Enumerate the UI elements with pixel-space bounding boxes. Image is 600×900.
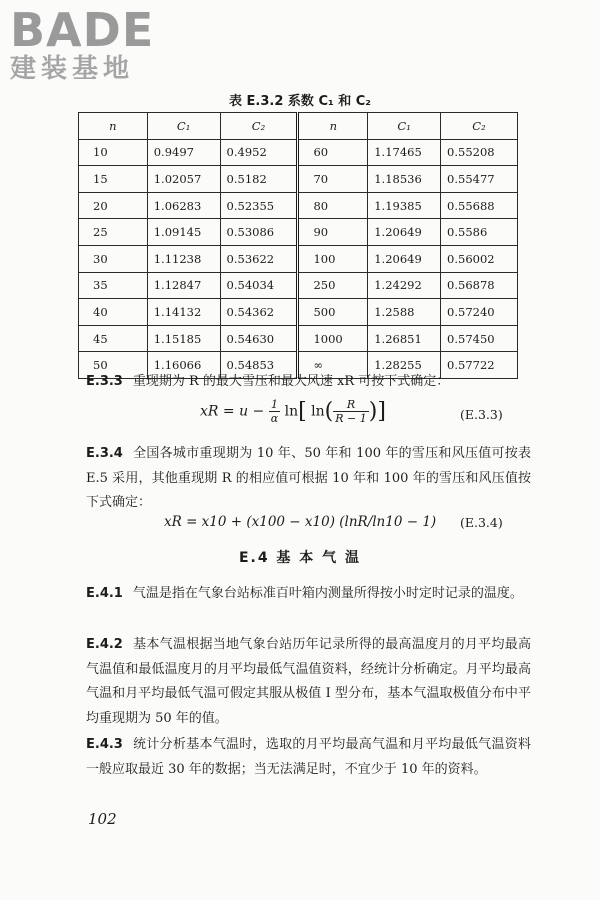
cell-n-right: 500 xyxy=(298,299,368,326)
cell-c1-right: 1.20649 xyxy=(368,219,441,246)
fraction-r-over-r-minus-1: $\frac{R}{R - 1}$ xyxy=(335,398,367,425)
header-n-right: n xyxy=(298,113,368,140)
cell-c1-left: 1.14132 xyxy=(147,299,220,326)
table-row xyxy=(79,192,518,219)
clause-number: E.4.1 xyxy=(86,586,123,601)
cell-c2-right: 0.5586 xyxy=(441,219,518,246)
table-body xyxy=(79,139,518,378)
clause-text: 基本气温根据当地气象台站历年记录所得的最高温度月的月平均最高气温值和最低温度月的月平均最低气温值资料，经统计分析确定。月平均最高气温和月平均最低气温可假定其服从极值 I 型分布，基本气温取极值分布中平均重现期为 50 年的值。 xyxy=(86,637,531,726)
cell-n-right: 100 xyxy=(298,245,368,272)
clause-number: E.4.3 xyxy=(86,737,123,752)
clause-number: E.4.2 xyxy=(86,637,123,652)
ln-inner: ln xyxy=(311,403,325,420)
cell-n-right: 70 xyxy=(298,166,368,193)
cell-c1-left: 1.09145 xyxy=(147,219,220,246)
cell-n-left: 25 xyxy=(79,219,148,246)
equation-number-e34: (E.3.4) xyxy=(460,515,503,530)
cell-c2-left: 0.54034 xyxy=(220,272,298,299)
header-c1-right: C₁ xyxy=(368,113,441,140)
table-row xyxy=(79,325,518,352)
cell-c1-left: 1.16066 xyxy=(147,352,220,379)
clause-text: 全国各城市重现期为 10 年、50 年和 100 年的雪压和风压值可按表 E.5 采用，其他重现期 R 的相应值可根据 10 年和 100 年的雪压和风压值按下式确定： xyxy=(86,446,531,510)
formula-e34: xR = x10 + (x100 − x10) (lnR/ln10 − 1) xyxy=(164,514,437,530)
cell-c2-left: 0.54853 xyxy=(220,352,298,379)
cell-c1-left: 1.11238 xyxy=(147,245,220,272)
cell-c1-right: 1.24292 xyxy=(368,272,441,299)
cell-c2-right: 0.57450 xyxy=(441,325,518,352)
cell-n-left: 30 xyxy=(79,245,148,272)
cell-c2-left: 0.4952 xyxy=(220,139,298,166)
cell-n-left: 35 xyxy=(79,272,148,299)
cell-c1-right: 1.20649 xyxy=(368,245,441,272)
cell-n-left: 10 xyxy=(79,139,148,166)
cell-n-right: ∞ xyxy=(298,352,368,379)
formula-lhs: xR = u − xyxy=(200,403,265,420)
cell-n-right: 60 xyxy=(298,139,368,166)
cell-n-right: 1000 xyxy=(298,325,368,352)
cell-c1-right: 1.17465 xyxy=(368,139,441,166)
clause-e42 xyxy=(86,633,531,731)
cell-c2-right: 0.57240 xyxy=(441,299,518,326)
cell-c1-right: 1.2588 xyxy=(368,299,441,326)
clause-e43 xyxy=(86,733,531,782)
cell-c2-left: 0.53622 xyxy=(220,245,298,272)
cell-c1-left: 0.9497 xyxy=(147,139,220,166)
cell-n-left: 50 xyxy=(79,352,148,379)
cell-c2-left: 0.52355 xyxy=(220,192,298,219)
cell-c2-left: 0.54630 xyxy=(220,325,298,352)
ln-outer: ln xyxy=(284,403,299,420)
clause-number: E.3.3 xyxy=(86,374,123,389)
cell-n-right: 250 xyxy=(298,272,368,299)
cell-n-left: 45 xyxy=(79,325,148,352)
table-row xyxy=(79,139,518,166)
clause-e34 xyxy=(86,442,531,516)
cell-c2-right: 0.55208 xyxy=(441,139,518,166)
clause-text: 气温是指在气象台站标准百叶箱内测量所得按小时定时记录的温度。 xyxy=(132,586,523,601)
cell-c1-right: 1.26851 xyxy=(368,325,441,352)
watermark-cn: 建装基地 xyxy=(10,54,135,84)
cell-c1-left: 1.02057 xyxy=(147,166,220,193)
cell-c2-right: 0.55688 xyxy=(441,192,518,219)
table-header-row xyxy=(79,113,518,140)
clause-e41 xyxy=(86,582,531,607)
formula-e33: xR = u − $\frac{1}{\alpha}$ ln[ ln( $\frac{R}{R - 1}$ )] xyxy=(200,398,386,425)
table-title: 表 E.3.2 系数 C₁ 和 C₂ xyxy=(229,94,371,109)
cell-n-right: 90 xyxy=(298,219,368,246)
cell-n-right: 80 xyxy=(298,192,368,219)
table-row xyxy=(79,219,518,246)
cell-c2-right: 0.55477 xyxy=(441,166,518,193)
cell-c1-right: 1.19385 xyxy=(368,192,441,219)
cell-c2-left: 0.54362 xyxy=(220,299,298,326)
header-c1-left: C₁ xyxy=(147,113,220,140)
cell-n-left: 40 xyxy=(79,299,148,326)
cell-c2-left: 0.5182 xyxy=(220,166,298,193)
coefficient-table xyxy=(78,112,518,379)
cell-n-left: 15 xyxy=(79,166,148,193)
clause-e33 xyxy=(86,370,531,395)
clause-number: E.3.4 xyxy=(86,446,123,461)
cell-c1-right: 1.28255 xyxy=(368,352,441,379)
fraction-1-over-alpha: $\frac{1}{\alpha}$ xyxy=(270,398,279,425)
table-row xyxy=(79,245,518,272)
watermark-word: BADE xyxy=(10,3,155,57)
equation-number-e33: (E.3.3) xyxy=(460,407,503,422)
cell-c2-right: 0.56002 xyxy=(441,245,518,272)
watermark-logo xyxy=(10,3,155,84)
header-c2-left: C₂ xyxy=(220,113,298,140)
cell-c1-right: 1.18536 xyxy=(368,166,441,193)
page-number: 102 xyxy=(88,810,117,828)
table-row xyxy=(79,299,518,326)
clause-text: 统计分析基本气温时，选取的月平均最高气温和月平均最低气温资料一般应取最近 30 年的数据；当无法满足时，不宜少于 10 年的资料。 xyxy=(86,737,531,777)
cell-c1-left: 1.06283 xyxy=(147,192,220,219)
cell-c2-left: 0.53086 xyxy=(220,219,298,246)
clause-text: 重现期为 R 的最大雪压和最大风速 xR 可按下式确定： xyxy=(132,374,450,389)
cell-c2-right: 0.56878 xyxy=(441,272,518,299)
cell-c1-left: 1.12847 xyxy=(147,272,220,299)
table-row xyxy=(79,166,518,193)
header-c2-right: C₂ xyxy=(441,113,518,140)
table-row xyxy=(79,272,518,299)
cell-c1-left: 1.15185 xyxy=(147,325,220,352)
section-heading: E.4 基 本 气 温 xyxy=(238,550,362,566)
cell-n-left: 20 xyxy=(79,192,148,219)
cell-c2-right: 0.57722 xyxy=(441,352,518,379)
header-n-left: n xyxy=(79,113,148,140)
